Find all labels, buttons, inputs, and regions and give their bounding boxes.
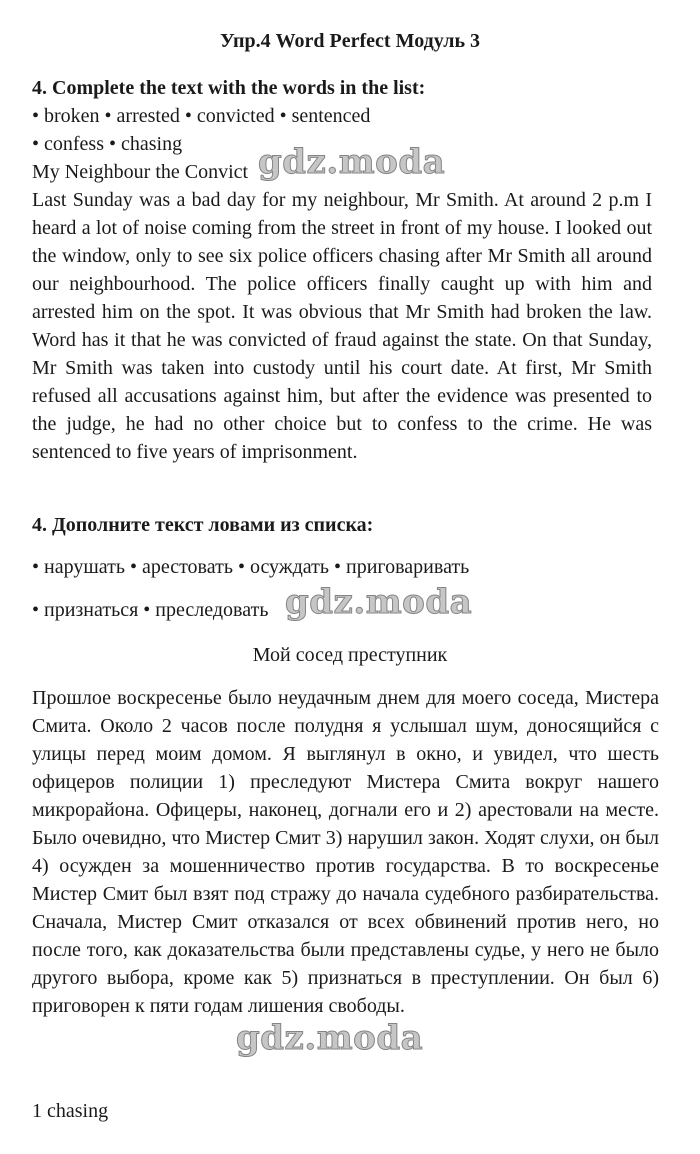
- russian-word-list-line-2: • признаться • преследовать: [32, 599, 269, 621]
- russian-heading: 4. Дополните текст ловами из списка:: [32, 514, 374, 536]
- english-exercise: [32, 74, 672, 466]
- page-title: Упр.4 Word Perfect Модуль 3: [219, 30, 481, 52]
- watermark-logo: gdz.moda: [236, 1018, 424, 1058]
- english-story-text: Last Sunday was a bad day for my neighbour, Mr Smith. At around 2 p.m I heard a lot of noise coming from the street in front of my house. I looked out the window, only to see six police officers chasing after Mr Smith all around our neighbourhood. The police officers finally caught up with him and arrested him on the spot. It was obvious that Mr Smith had broken the law. Word has it that he was convicted of fraud against the state. On that Sunday, Mr Smith was taken into custody until his court date. At first, Mr Smith refused all accusations against him, but after the evidence was presented to the judge, he had no other choice but to confess to the crime. He was sentenced to five years of imprisonment.: [32, 189, 652, 463]
- russian-story-text: Прошлое воскресенье было неудачным днем для моего соседа, Мистера Смита. Около 2 часов после полудня я услышал шум, доносящийся с улицы перед моим домом. Я выглянул в окно, и увидел, что шесть офицеров полиции 1) преследуют Мистера Смита вокруг нашего микрорайона. Офицеры, наконец, догнали его и 2) арестовали на месте. Было очевидно, что Мистер Смит 3) нарушил закон. Ходят слухи, он был 4) осужден за мошенничество против государства. В то воскресенье Мистер Смит был взят под стражу до начала судебного разбирательства. Сначала, Мистер Смит отказался от всех обвинений против него, но после того, как доказательства были представлены судье, у него не было другого выбора, кроме как 5) признаться в преступлении. Он был 6) приговорен к пяти годам лишения свободы.: [32, 687, 659, 1017]
- answer-line: 1 chasing: [32, 1100, 109, 1122]
- russian-story-title: Мой сосед преступник: [252, 644, 448, 666]
- english-word-list-line-2: • confess • chasing: [32, 133, 183, 155]
- english-story-title: My Neighbour the Convict: [32, 161, 249, 183]
- watermark-logo: gdz.moda: [285, 582, 473, 622]
- english-word-list-line-1: • broken • arrested • convicted • sentenced: [32, 105, 371, 127]
- watermark-logo: gdz.moda: [258, 142, 446, 182]
- russian-word-list-line-1: • нарушать • арестовать • осуждать • приговаривать: [32, 556, 470, 578]
- english-heading: 4. Complete the text with the words in the list:: [32, 77, 426, 99]
